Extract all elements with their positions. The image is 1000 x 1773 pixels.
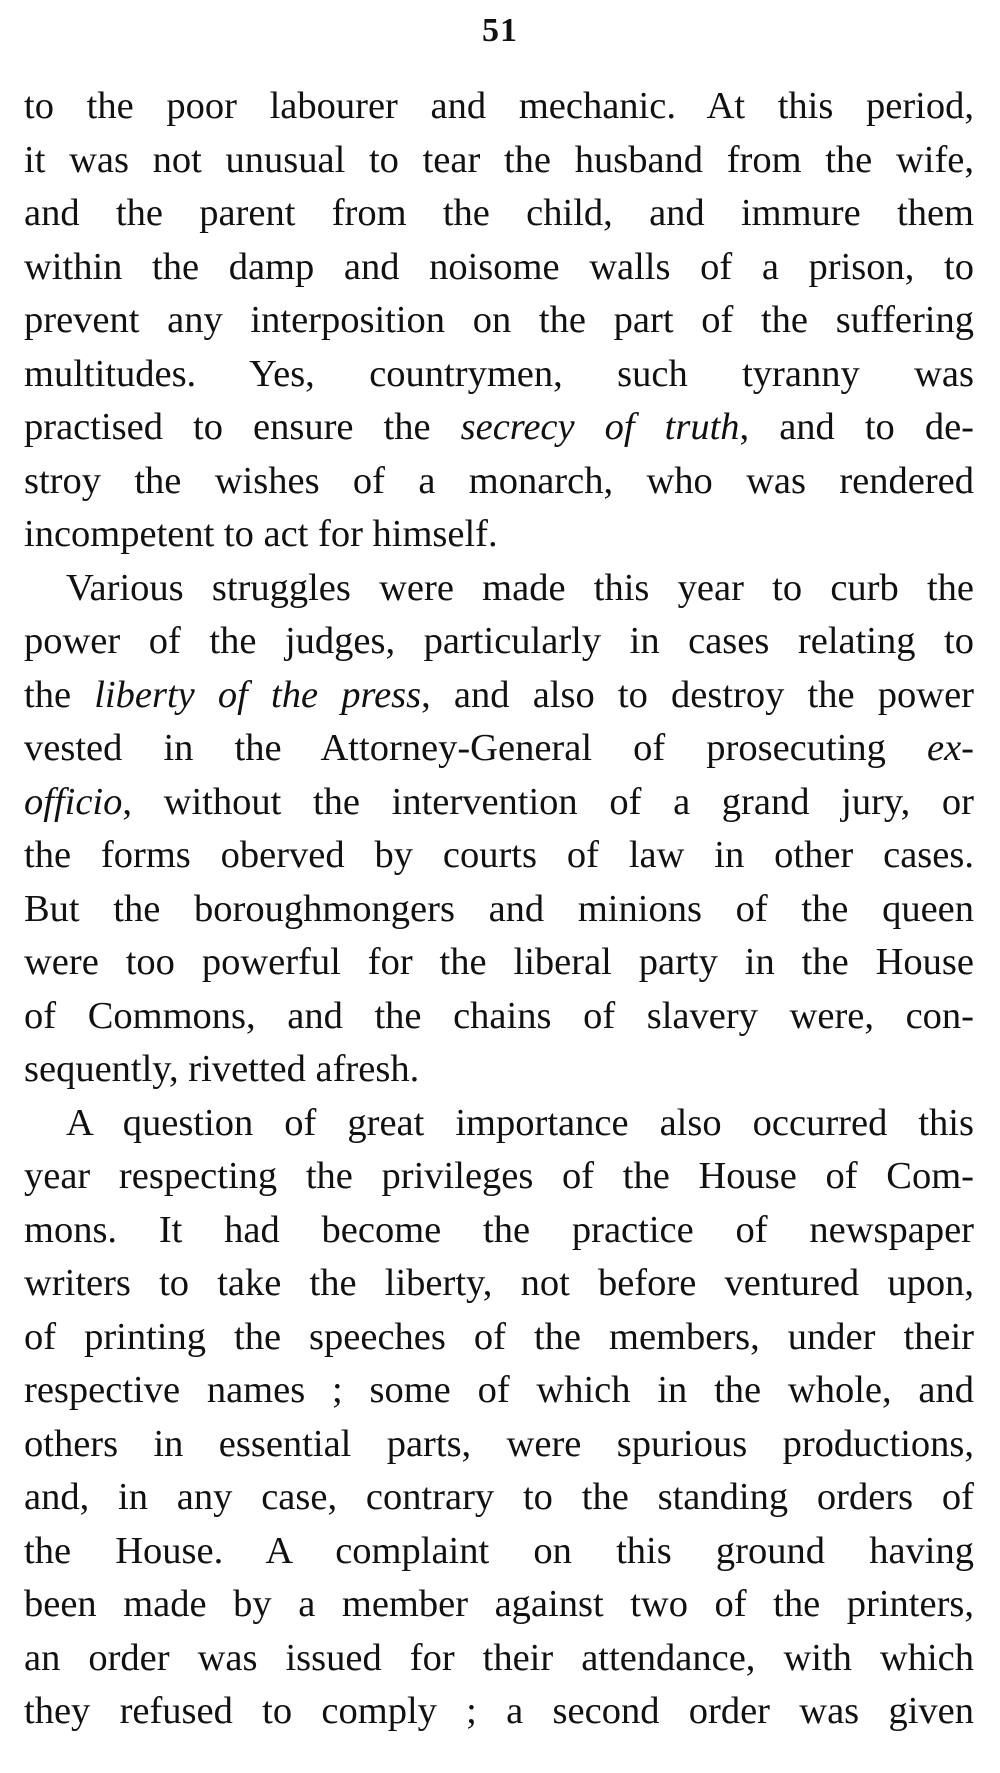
text-line [24, 936, 974, 990]
text-run: practised to ensure the [24, 406, 461, 448]
text-line [24, 1364, 974, 1418]
text-run: stroy the wishes of a monarch, who was rendered [24, 459, 974, 502]
text-run: and the parent from the child, and immure them [24, 192, 974, 234]
text-run: the forms oberved by courts of law in other cases. [24, 834, 974, 876]
text-run: incompetent to act for himself. [24, 513, 498, 555]
text-run: prevent any interposition on the part of the suffering [24, 299, 974, 341]
text-line [24, 722, 974, 776]
text-run: respective names ; some of which in the whole, and [24, 1369, 974, 1411]
text-run: mons. It had become the practice of newspaper [24, 1208, 974, 1251]
text-run: sequently, rivetted afresh. [24, 1048, 420, 1090]
text-line [24, 1525, 974, 1579]
text-line [24, 241, 974, 295]
text-line [24, 776, 974, 830]
text-line [24, 294, 974, 348]
italic-text: liberty of the press [94, 673, 422, 716]
text-line [24, 829, 974, 883]
text-line [24, 990, 974, 1044]
text-line [24, 1311, 974, 1365]
text-run: of Commons, and the chains of slavery were, con- [24, 994, 974, 1037]
text-line [24, 187, 974, 241]
text-line [24, 1150, 974, 1204]
text-run: A question of great importance also occurred this [66, 1101, 974, 1144]
italic-text: officio [24, 780, 123, 823]
text-line [24, 1471, 974, 1525]
text-line [24, 1685, 974, 1739]
text-run: , and also to destroy the power [421, 673, 974, 716]
text-run: Various struggles were made this year to curb the [66, 566, 974, 609]
text-line [24, 455, 974, 509]
text-line [24, 1043, 974, 1097]
text-line [24, 615, 974, 669]
text-run: year respecting the privileges of the House of Com- [24, 1155, 974, 1197]
text-line [24, 134, 974, 188]
text-run: and, in any case, contrary to the standing orders of [24, 1476, 974, 1518]
text-run: of printing the speeches of the members, under their [24, 1315, 974, 1358]
body-text [24, 80, 974, 1739]
text-line [24, 1418, 974, 1472]
italic-text: ex- [927, 727, 974, 769]
text-line [24, 883, 974, 937]
text-run: , and to de- [739, 406, 974, 448]
text-line [24, 562, 974, 616]
text-run: were too powerful for the liberal party in the House [24, 941, 974, 983]
text-line [24, 1578, 974, 1632]
text-line [24, 401, 974, 455]
text-run: the [24, 673, 95, 716]
text-line [24, 1632, 974, 1686]
text-run: it was not unusual to tear the husband from the wife, [24, 138, 974, 181]
text-run: writers to take the liberty, not before ventured upon, [24, 1262, 974, 1304]
text-line [24, 1257, 974, 1311]
text-line [24, 348, 974, 402]
text-run: the House. A complaint on this ground having [24, 1529, 974, 1572]
italic-text: secrecy of truth [460, 406, 740, 448]
text-line [24, 1204, 974, 1258]
text-run: But the boroughmongers and minions of the queen [24, 887, 974, 930]
text-run: to the poor labourer and mechanic. At this period, [24, 85, 974, 127]
text-run: power of the judges, particularly in cases relating to [24, 620, 974, 662]
text-line [24, 80, 974, 134]
text-run: others in essential parts, were spurious productions, [24, 1422, 974, 1465]
text-run: within the damp and noisome walls of a prison, to [24, 245, 974, 288]
text-line [24, 1097, 974, 1151]
text-line [24, 669, 974, 723]
text-run: they refused to comply ; a second order was given [24, 1690, 974, 1732]
page-number: 51 [482, 12, 518, 49]
text-run: been made by a member against two of the printers, [24, 1583, 974, 1625]
text-run: an order was issued for their attendance, with which [24, 1636, 974, 1679]
text-run: , without the intervention of a grand jury, or [122, 780, 974, 823]
text-run: multitudes. Yes, countrymen, such tyranny was [24, 352, 974, 395]
text-line [24, 508, 974, 562]
text-run: vested in the Attorney-General of prosecuting [24, 727, 927, 769]
